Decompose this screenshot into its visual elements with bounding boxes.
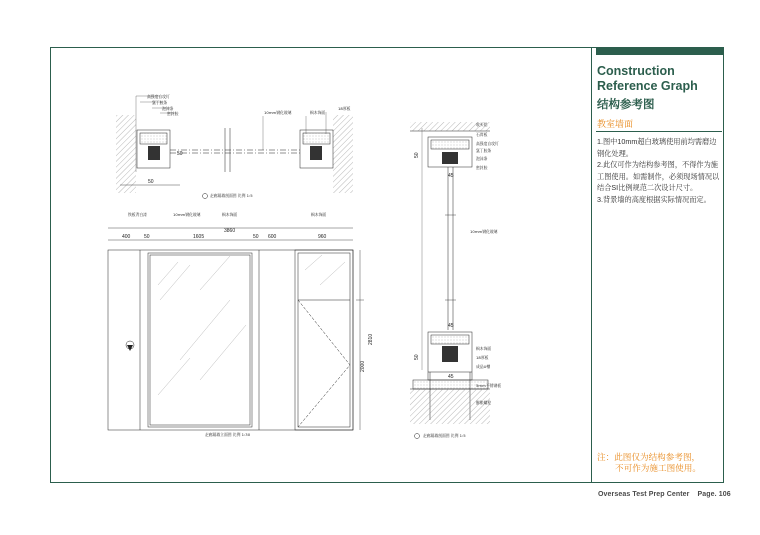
disclaimer-line-1: 注：此图仅为结构参考图， <box>597 452 701 462</box>
section-dimension: 50 <box>414 152 420 158</box>
plan-label: 18厚板 <box>338 106 351 111</box>
elevation-dimension: 50 <box>253 234 259 240</box>
footer-page-number: Page. 106 <box>697 491 731 498</box>
elevation-label: 枫木饰面 <box>222 212 238 217</box>
plan-dimension: 50 <box>148 179 154 185</box>
elevation-dimension: 2810 <box>368 333 374 345</box>
section-label: 18厚板 <box>476 355 489 360</box>
section-dimension: 50 <box>414 354 420 360</box>
section-dimension: 45 <box>448 173 454 179</box>
section-label: 泡沫条 <box>476 156 488 161</box>
section-label: 石膏板 <box>476 132 488 137</box>
plan-caption: 走廊隔墙剖面图 比例 1:5 <box>210 193 253 198</box>
elevation-dimension: 1605 <box>193 234 205 240</box>
plan-dimension: 50 <box>177 151 183 157</box>
section-label: 10mm钢化玻璃 <box>470 229 498 234</box>
elevation-dimension: 960 <box>318 234 327 240</box>
page-title: Construction Reference Graph <box>597 64 698 93</box>
section-label: 密封胶 <box>476 165 488 170</box>
elevation-label: 10mm钢化玻璃 <box>173 212 201 217</box>
section-label: 膨胀螺栓 <box>476 400 492 405</box>
footer-org: Overseas Test Prep Center <box>598 491 690 498</box>
section-label: 收头铝 <box>476 122 488 127</box>
elevation-dimension: 3860 <box>224 228 236 234</box>
section-label: 5mm不锈钢板 <box>476 383 502 388</box>
section-dimension: 45 <box>448 374 454 380</box>
plan-label: 10mm钢化玻璃 <box>264 110 292 115</box>
disclaimer-line-2: 不可作为施工图使用。 <box>615 463 701 473</box>
plan-label: 高强度自攻钉 <box>147 94 170 99</box>
section-label: 枫木饰面 <box>476 346 492 351</box>
section-heading: 教室墙面 <box>597 119 634 129</box>
plan-label: 氯丁胶条 <box>152 100 168 105</box>
elevation-dimension: 2000 <box>360 360 366 372</box>
plan-label: 枫木饰面 <box>310 110 326 115</box>
section-dimension: 45 <box>448 323 454 329</box>
elevation-dimension: 400 <box>122 234 131 240</box>
elevation-caption: 走廊隔墙立面图 比例 1:30 <box>205 432 251 437</box>
plan-label: 泡沫条 <box>162 106 174 111</box>
section-label: 氯丁胶条 <box>476 148 492 153</box>
elevation-label: 铁板背白漆 <box>128 212 147 217</box>
elevation-dimension: 50 <box>144 234 150 240</box>
note-item: 1.图中10mm超白玻璃使用前均需磨边钢化处理。 <box>597 137 717 158</box>
section-label: 成品U槽 <box>476 364 491 369</box>
plan-label: 密封胶 <box>167 111 179 116</box>
note-item: 3.背景墙的高度根据实际情况而定。 <box>597 194 711 204</box>
elevation-dimension: 600 <box>268 234 277 240</box>
section-caption: 走廊隔墙剖面图 比例 1:5 <box>423 433 466 438</box>
note-item: 2.此仅可作为结构参考图，不得作为施工图使用。如需制作，必须现场情况以结合SI比例规范二次设计尺寸。 <box>597 160 720 192</box>
section-label: 高强度自攻钉 <box>476 141 499 146</box>
page-subtitle: 结构参考图 <box>597 99 655 111</box>
elevation-drawing <box>108 228 364 430</box>
elevation-label: 枫木饰面 <box>311 212 327 217</box>
